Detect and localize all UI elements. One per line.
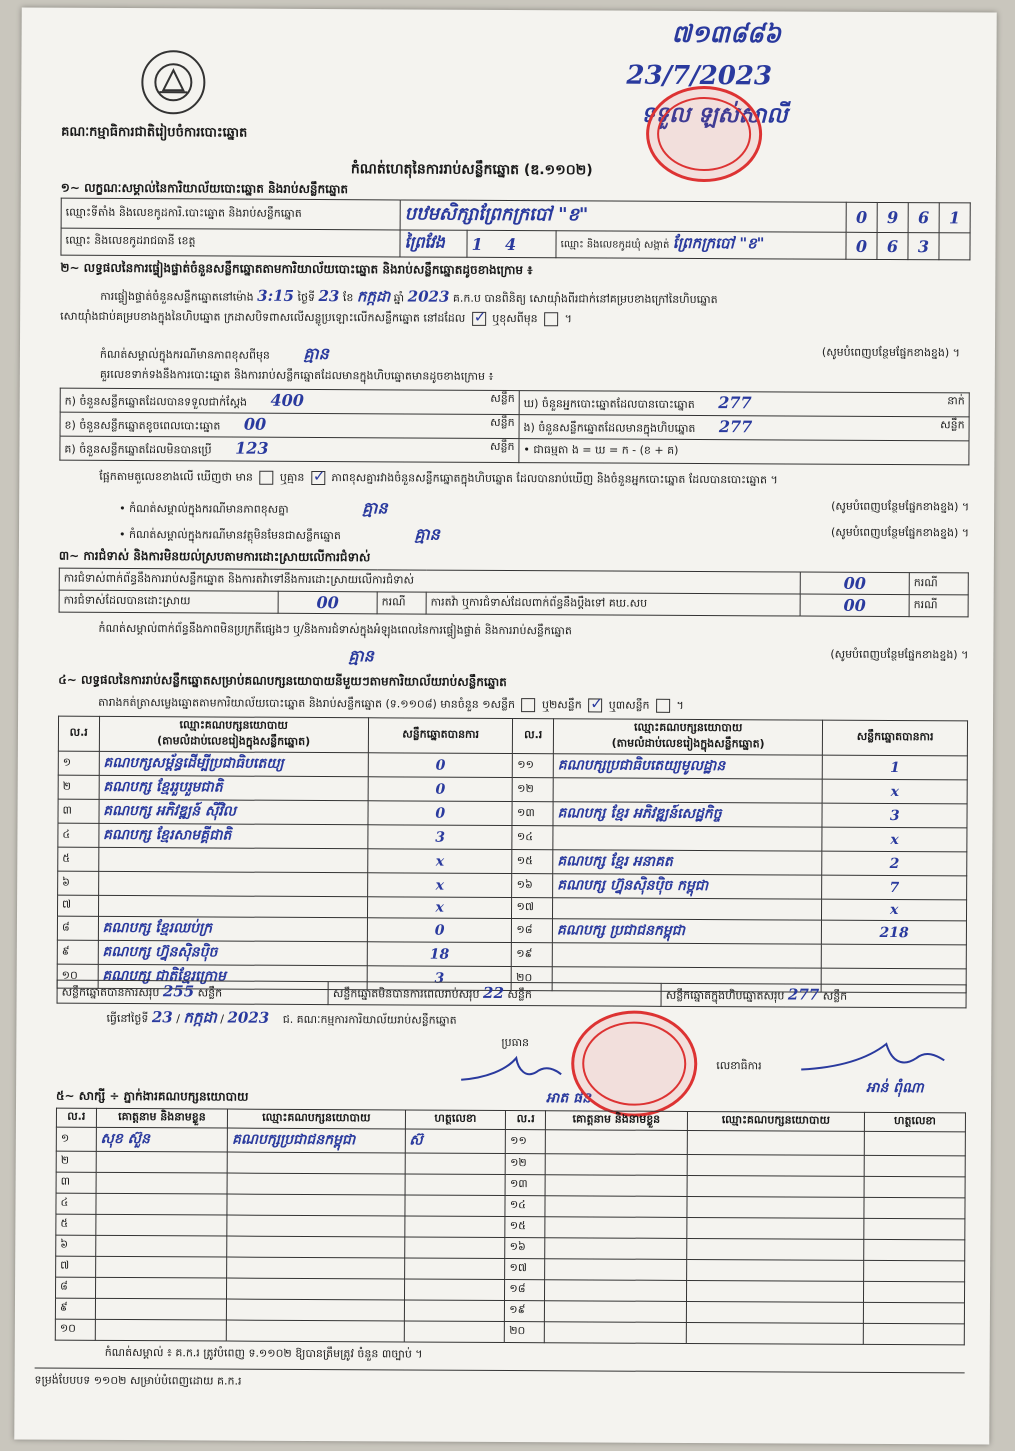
signing-day: 23 <box>151 1008 173 1027</box>
witness-row <box>55 1319 964 1345</box>
fill-hint: (សូមបំពេញបន្ថែមផ្នែកខាងខ្នង) ។ <box>831 499 970 514</box>
witness-col-name: គោត្តនាម និងនាមខ្លួន <box>545 1111 687 1131</box>
commune-code-digit: 0 <box>846 232 877 259</box>
objection-r2b-label: ការតវ៉ា ឬការជំទាស់ដែលពាក់ព័ន្ធនឹងប្តឹងទៅ គឃ.សប <box>426 592 800 616</box>
result-no: ១ <box>58 751 99 775</box>
result-party <box>98 895 367 917</box>
form-footer: ទម្រង់បែបបទ ១១០២ សម្រាប់បំពេញដោយ គ.ក.រ <box>34 1373 242 1388</box>
result-party <box>98 871 367 896</box>
province-code-digit: 1 <box>471 234 483 254</box>
witness-name <box>95 1319 227 1341</box>
result-no: ១០ <box>57 964 98 988</box>
result-no: ៧ <box>57 895 98 916</box>
verification-line2-text: សោយ៉ាំងជាប់គម្របខាងក្នុងនៃហិបឆ្នោត ក្រដាសបិទពាសលើសន្លូប្រឡោះលើកសន្លឹកឆ្នោត នៅដដែល <box>60 309 466 325</box>
result-votes: 3 <box>822 803 967 828</box>
result-party <box>553 826 822 851</box>
result-party: គណបក្សប្រជាធិបតេយ្យមូលដ្ឋាន <box>553 754 822 779</box>
sheet-1-checkbox[interactable] <box>521 698 535 712</box>
witness-sign <box>864 1281 965 1303</box>
province-label: ឈ្មោះ និងលេខកូដរាជធានី ខេត្ត <box>61 228 400 257</box>
witness-col-party: ឈ្មោះគណបក្សនយោបាយ <box>228 1109 405 1129</box>
result-no: ៣ <box>58 799 99 823</box>
signing-date-line: ធ្វើនៅថ្ងៃទី 23 / កក្កដា / 2023 ជ. គណៈកម្មការការិយាល័យរាប់សន្លឹកឆ្នោត <box>106 1008 457 1027</box>
result-party: គណបក្សសម្ព័ន្ធដើម្បីប្រជាធិបតេយ្យ <box>99 751 368 776</box>
witness-col-name: គោត្តនាម និងនាមខ្លួន <box>96 1108 228 1128</box>
result-no: ៦ <box>58 871 99 895</box>
witness-party <box>227 1215 404 1237</box>
count-k-cell <box>60 388 519 414</box>
fill-hint: (សូមបំពេញបន្ថែមផ្នែកខាងខ្នង) ។ <box>821 345 960 360</box>
result-party <box>553 778 822 803</box>
sheet-2-label: ឬ២សន្លឹក <box>541 698 582 712</box>
witness-name <box>95 1256 227 1278</box>
result-no: ១៧ <box>512 898 553 919</box>
witness-sign: ស៊ <box>405 1129 506 1154</box>
count-ng-cell <box>519 415 969 441</box>
signing-month: កក្កដា <box>183 1008 217 1027</box>
objection-r2b-value: 00 <box>800 594 909 617</box>
section3-note-value: គ្មាន <box>348 646 374 666</box>
witness-party <box>227 1152 404 1174</box>
witness-name <box>545 1196 687 1218</box>
result-votes: x <box>367 897 512 919</box>
station-code-digit: 6 <box>908 203 939 233</box>
result-votes: x <box>822 779 967 804</box>
station-code-digit: 0 <box>846 202 877 232</box>
count-ng-label: ង) ចំនួនសន្លឹកឆ្នោតដែលមានក្នុងហិបឆ្នោត <box>523 421 696 435</box>
witness-no: ១៧ <box>505 1259 545 1280</box>
total-invalid-cell <box>328 982 661 1007</box>
result-votes: x <box>368 849 513 874</box>
fill-hint: (សូមបំពេញបន្ថែមផ្នែកខាងខ្នង) ។ <box>830 525 970 540</box>
count-kh-label: ខ) ចំនួនសន្លឹកឆ្នោតខូចពេលបោះឆ្នោត <box>64 418 221 433</box>
changed-label: ឬខុសពីមុន <box>492 311 538 326</box>
objection-r1-label: ការជំទាស់ពាក់ព័ន្ធនឹងការរាប់សន្លឹកឆ្នោត និងការតវ៉ាទៅនឹងការដោះស្រាយលើការជំទាស់ <box>59 568 800 594</box>
totals-table <box>57 980 967 1009</box>
result-votes: 2 <box>822 851 967 876</box>
result-no: ១៣ <box>512 802 553 826</box>
count-k-value: 400 <box>270 390 305 410</box>
witness-party <box>227 1194 404 1216</box>
note2-value: គ្មាន <box>362 498 388 518</box>
witness-no: ១៤ <box>505 1196 545 1217</box>
witness-no: ១៥ <box>505 1217 545 1238</box>
witness-sign <box>404 1300 505 1322</box>
witness-no: ១១ <box>506 1130 546 1154</box>
witness-no: ៩ <box>55 1298 95 1319</box>
commune-label: ឈ្មោះ និងលេខកូដឃុំ សង្កាត់ <box>560 239 670 251</box>
witness-party <box>686 1322 863 1344</box>
count-ng-value: 277 <box>718 417 753 437</box>
witness-party <box>686 1280 863 1302</box>
witness-sign <box>864 1155 965 1177</box>
witness-col-no: ល.រ <box>506 1111 546 1130</box>
witness-name <box>545 1154 687 1176</box>
result-party: គណបក្ស ជាតិខ្មែរក្រោម <box>98 964 367 989</box>
col-party-label: ឈ្មោះគណបក្សនយោបាយ <box>634 720 743 735</box>
col-no: ល.រ <box>58 716 99 751</box>
witness-sign <box>404 1279 505 1301</box>
section2-intro: គួរលេខទាក់ទងនឹងការបោះឆ្នោត និងការរាប់សន្លឹកឆ្នោតដែលមានក្នុងហិបឆ្នោតមានដូចខាងក្រោម ៖ <box>99 367 494 383</box>
section1-title: ១~ លក្ខណៈសម្គាល់នៃការិយាល័យបោះឆ្នោត និងរាប់សន្លឹកឆ្នោត <box>60 180 349 197</box>
verification-day: 23 <box>318 287 340 306</box>
col-party-sub: (តាមលំដាប់លេខរៀងក្នុងសន្លឹកឆ្នោត) <box>611 736 765 751</box>
note2-line <box>119 496 969 524</box>
witness-sign <box>405 1174 506 1196</box>
total-box-label: សន្លឹកឆ្នោតក្នុងហិបឆ្នោតសរុប <box>665 988 785 1003</box>
witness-party <box>227 1236 404 1258</box>
day-label: ថ្ងៃទី <box>297 290 316 304</box>
section5-title: ៥~ សាក្សី ÷ ភ្នាក់ងារគណបក្សនយោបាយ <box>56 1088 249 1104</box>
witness-no: ៤ <box>56 1193 96 1214</box>
note3-label: • កំណត់សម្គាល់ក្នុងករណីមានវត្ថុមិនមែនជាសន្លឹកឆ្នោត <box>118 527 341 543</box>
total-invalid-label: សន្លឹកឆ្នោតមិនបានការពេលរាប់សរុប <box>332 987 480 1001</box>
total-valid-value: 255 <box>162 982 195 1001</box>
result-party: គណបក្ស ខ្មែរសាមគ្គីជាតិ <box>98 823 367 848</box>
result-votes: 3 <box>368 825 513 850</box>
witness-no: ១ <box>56 1127 96 1151</box>
witness-party <box>686 1259 863 1281</box>
result-votes: x <box>822 899 967 921</box>
note3-line <box>119 522 969 550</box>
secretary-name: អាន់ ពុំណា <box>866 1079 924 1097</box>
col-party-sub: (តាមលំដាប់លេខរៀងក្នុងសន្លឹកឆ្នោត) <box>157 734 311 748</box>
witness-sign <box>404 1321 505 1343</box>
result-no: ១៤ <box>512 826 553 850</box>
result-votes: 0 <box>368 801 513 826</box>
result-no: ៤ <box>58 823 99 847</box>
total-box-value: 277 <box>787 985 820 1004</box>
count-kh-value: 00 <box>243 414 267 434</box>
commune-code-digit: 6 <box>877 232 908 259</box>
verification-time: 3:15 <box>257 286 295 305</box>
province-code <box>467 230 556 257</box>
witness-sign <box>404 1195 505 1217</box>
witness-name <box>545 1238 687 1260</box>
result-votes: 0 <box>368 777 513 802</box>
witness-sign <box>404 1258 505 1280</box>
sheet-count-line: តារាងកត់ត្រាសម្លេងឆ្នោតតាមការិយាល័យបោះឆ្នោត និងរាប់សន្លឹកឆ្នោត (ទ.១១០៨) មានចំនួន ១សន្លឹក ឬ២សន្លឹក ✓ ឬ៣សន្លឹក ។ <box>98 696 684 715</box>
unchanged-checkbox[interactable] <box>472 312 486 326</box>
witness-name <box>545 1130 687 1155</box>
result-votes: 0 <box>367 918 512 943</box>
results-table <box>57 716 968 994</box>
result-votes: 1 <box>823 755 968 780</box>
province-code-digit: 4 <box>505 234 517 254</box>
witness-name <box>545 1217 687 1239</box>
difference-no-checkbox[interactable] <box>311 471 325 485</box>
received-note: ទទួល ឡស់សាលី <box>641 101 788 129</box>
result-party: គណបក្ស ហ្វ៊ុនស៊ិនប៉ិច <box>98 940 367 965</box>
committee-name: គណៈកម្មាធិការជាតិរៀបចំការបោះឆ្នោត <box>61 124 248 141</box>
sheet-3-checkbox[interactable] <box>656 699 670 713</box>
witness-name <box>95 1235 227 1257</box>
unit-case: ករណី <box>909 595 968 617</box>
difference-no-label: ឬគ្មាន <box>279 470 305 484</box>
witness-sign <box>864 1239 965 1261</box>
note3-value: គ្មាន <box>414 524 440 544</box>
witness-party <box>227 1299 404 1321</box>
total-box-cell <box>661 983 966 1008</box>
result-no: ១៨ <box>512 919 553 943</box>
result-votes: 7 <box>822 875 967 900</box>
witness-sign <box>404 1237 505 1259</box>
witness-no: ១២ <box>506 1154 546 1175</box>
witness-no: ៨ <box>55 1277 95 1298</box>
verification-line2: សោយ៉ាំងជាប់គម្របខាងក្នុងនៃហិបឆ្នោត ក្រដាសបិទពាសលើសន្លូប្រឡោះលើកសន្លឹកឆ្នោត នៅដដែល ✓ ឬខុសពីមុន ។ <box>60 310 970 331</box>
result-votes: 3 <box>367 966 512 991</box>
result-votes: 0 <box>368 753 513 778</box>
witness-no: ៣ <box>56 1172 96 1193</box>
witness-no: ១៦ <box>505 1238 545 1259</box>
witness-sign <box>864 1260 965 1282</box>
result-no: ២០ <box>512 967 553 991</box>
result-votes <box>822 944 967 969</box>
count-gh-label: ឃ) ចំនួនអ្នកបោះឆ្នោតដែលបានបោះឆ្នោត <box>523 397 695 411</box>
secretary-signature-icon <box>796 1030 946 1081</box>
witness-name <box>96 1214 228 1236</box>
witness-name <box>96 1172 228 1194</box>
received-code: ៧១៣៨៨៦ <box>671 18 782 49</box>
witness-party <box>686 1238 863 1260</box>
unit-ballot: សន្លឹក <box>490 415 515 430</box>
section3-note-label: កំណត់សម្គាល់ពាក់ព័ន្ធនឹងភាពមិនប្រក្រតីផ្សេងៗ ឬ/និងការជំទាស់ក្នុងអំឡុងពេលនៃការផ្ទៀងផ្ទាត់ និងការរាប់សន្លឹកឆ្នោត <box>98 621 572 638</box>
result-party <box>98 847 367 872</box>
chair-signature-icon <box>456 1050 566 1091</box>
sheet-count-label: តារាងកត់ត្រាសម្លេងឆ្នោតតាមការិយាល័យបោះឆ្នោត និងរាប់សន្លឹកឆ្នោត (ទ.១១០៨) មានចំនួន ១សន្លឹក <box>98 695 516 712</box>
committee-label: ជ. គណៈកម្មការការិយាល័យរាប់សន្លឹកឆ្នោត <box>282 1012 457 1027</box>
verification-year: 2023 <box>407 287 450 306</box>
station-name: បឋមសិក្សាព្រែកក្របៅ "ខ" <box>400 200 846 232</box>
unit-ballot: សន្លឹក <box>940 418 965 432</box>
section3-title: ៣~ ការជំទាស់ និងការមិនយល់ស្របតាមការដោះស្រាយលើការជំទាស់ <box>58 548 371 565</box>
counts-table <box>59 388 969 466</box>
witness-table <box>55 1108 966 1346</box>
result-party: គណបក្ស ហ្វ៊ុនស៊ិនប៉ិច កម្ពុជា <box>553 874 822 899</box>
result-no: ១៦ <box>512 874 553 898</box>
form-title: កំណត់ហេតុនៃការរាប់សន្លឹកឆ្នោត (ឌ.១១០២) <box>350 161 593 179</box>
note1-line <box>100 342 960 371</box>
witness-party <box>227 1278 404 1300</box>
ballot-count-report-paper <box>14 7 996 1444</box>
signing-date-label: ធ្វើនៅថ្ងៃទី <box>106 1011 149 1026</box>
witness-col-sign: ហត្ថលេខា <box>864 1112 965 1132</box>
witness-col-no: ល.រ <box>56 1108 96 1127</box>
official-stamp-bottom <box>571 1010 698 1117</box>
count-gh-cell <box>519 391 969 417</box>
witness-no: ១៨ <box>505 1280 545 1301</box>
witness-no: ២០ <box>505 1322 545 1343</box>
section3-note-line <box>58 644 968 673</box>
witness-name <box>545 1280 687 1302</box>
footer-divider <box>35 1368 965 1374</box>
witness-party <box>687 1154 864 1176</box>
witness-sign <box>864 1218 965 1240</box>
note1-label: កំណត់សម្គាល់ក្នុងករណីមានភាពខុសពីមុន <box>99 347 270 362</box>
witness-party <box>687 1130 864 1155</box>
witness-party: គណបក្សប្រជាជនកម្ពុជា <box>227 1128 404 1153</box>
section1-table <box>60 198 970 261</box>
witness-party <box>227 1257 404 1279</box>
witness-name <box>544 1322 686 1344</box>
count-g-label: គ) ចំនួនសន្លឹកឆ្នោតដែលមិនបានប្រើ <box>64 442 212 457</box>
result-no: ២ <box>58 775 99 799</box>
witness-sign <box>405 1153 506 1175</box>
verification-time-label: ការផ្ទៀងផ្ទាត់ចំនួនសន្លឹកឆ្នោតនៅម៉ោង <box>100 289 254 304</box>
result-party: គណបក្ស ខ្មែរ អភិវឌ្ឍន៍សេដ្ឋកិច្ច <box>553 802 822 827</box>
unit-ballot: សន្លឹក <box>822 989 848 1003</box>
objection-r1-value: 00 <box>800 572 909 595</box>
col-votes: សន្លឹកឆ្នោតបានការ <box>823 720 968 756</box>
witness-name <box>96 1151 228 1173</box>
secretary-label: លេខាធិការ <box>716 1059 762 1073</box>
count-gh-value: 277 <box>718 393 752 413</box>
witness-party <box>687 1175 864 1197</box>
witness-name <box>545 1259 687 1281</box>
verification-line1 <box>100 286 980 313</box>
commune-code-digit: 3 <box>908 233 939 260</box>
count-g-value: 123 <box>235 438 269 458</box>
count-k-label: ក) ចំនួនសន្លឹកឆ្នោតដែលបានទទួលជាក់ស្តែង <box>64 394 248 409</box>
commune-cell <box>556 231 846 260</box>
witness-no: ៧ <box>56 1256 96 1277</box>
result-no: ១៩ <box>512 943 553 967</box>
result-no: ១១ <box>513 754 554 778</box>
result-party <box>553 898 822 920</box>
objections-table <box>59 568 969 618</box>
total-invalid-value: 22 <box>483 983 504 1002</box>
count-g-cell <box>60 436 519 462</box>
witness-name <box>544 1301 686 1323</box>
chair-name: អាត ផន <box>546 1090 591 1107</box>
result-votes: 218 <box>822 920 967 945</box>
footnote: កំណត់សម្គាល់ ៖ គ.ក.រ ត្រូវបំពេញ ទ.១១០២ ឱ្យបានត្រឹមត្រូវ ចំនួន ៣ច្បាប់ ។ <box>104 1345 423 1361</box>
witness-name <box>545 1175 687 1197</box>
objection-r2-value: 00 <box>278 591 377 614</box>
result-no: ១២ <box>513 778 554 802</box>
witness-sign <box>863 1323 964 1345</box>
sheet-3-label: ឬ៣សន្លឹក <box>608 698 650 712</box>
witness-name <box>95 1277 227 1299</box>
note2-label: • កំណត់សម្គាល់ក្នុងករណីមានភាពខុសគ្នា <box>119 501 289 516</box>
col-party-label: ឈ្មោះគណបក្សនយោបាយ <box>179 718 288 732</box>
result-party: គណបក្ស ខ្មែររួបរួមជាតិ <box>99 775 368 800</box>
witness-col-sign: ហត្ថលេខា <box>405 1110 506 1130</box>
total-valid-cell <box>57 980 328 1004</box>
difference-post: ភាពខុសគ្នារវាងចំនួនសន្លឹកឆ្នោតក្នុងហិបឆ្នោត ដែលបានរាប់ឃើញ និងចំនួនអ្នកបោះឆ្នោត ដែលបានបោះឆ្នោត ។ <box>331 471 778 487</box>
result-no: ១៥ <box>512 850 553 874</box>
unit-ballot: សន្លឹក <box>507 988 532 1002</box>
result-party: គណបក្ស អភិវឌ្ឍន៍ ស៊ីវិល <box>99 799 368 824</box>
col-no: ល.រ <box>513 719 554 754</box>
national-election-emblem-icon <box>141 50 205 114</box>
month-label: ខែ <box>342 291 354 305</box>
station-code-digit: 1 <box>939 203 970 233</box>
unit-case: ករណី <box>377 592 426 614</box>
result-party <box>552 943 821 968</box>
witness-name <box>95 1298 227 1320</box>
witness-party <box>687 1217 864 1239</box>
received-date: 23/7/2023 <box>626 60 773 92</box>
unit-ballot: សន្លឹក <box>489 439 515 454</box>
unit-ballot: សន្លឹក <box>490 391 515 406</box>
col-party <box>553 719 823 755</box>
result-votes: x <box>368 873 513 898</box>
section4-title: ៤~ លទ្ធផលនៃការរាប់សន្លឹកឆ្នោតសម្រាប់គណបក្សនយោបាយនីមួយៗតាមការិយាល័យរាប់សន្លឹកឆ្នោត <box>58 672 507 690</box>
result-votes: 18 <box>367 942 512 967</box>
witness-col-party: ឈ្មោះគណបក្សនយោបាយ <box>687 1111 864 1131</box>
witness-no: ១៣ <box>505 1175 545 1196</box>
col-party <box>99 716 369 752</box>
official-stamp-top <box>646 86 763 183</box>
count-kh-cell <box>60 412 519 438</box>
col-votes: សន្លឹកឆ្នោតបានការ <box>368 718 513 754</box>
witness-party <box>227 1173 404 1195</box>
total-valid-label: សន្លឹកឆ្នោតបានការសរុប <box>61 985 160 1000</box>
witness-name: សុខ ស៊ួន <box>96 1127 228 1152</box>
fill-hint: (សូមបំពេញបន្ថែមផ្នែកខាងខ្នង) ។ <box>830 647 969 662</box>
witness-sign <box>863 1302 964 1324</box>
difference-line <box>99 470 979 491</box>
witness-party <box>687 1196 864 1218</box>
verification-line1-post: គ.ក.ប បានពិនិត្យ សោយ៉ាំងពីរជាក់នៅគម្របខាងក្រៅនៃហិបឆ្នោត <box>452 291 718 307</box>
section2-title: ២~ លទ្ធផលនៃការផ្ទៀងផ្ទាត់ចំនួនសន្លឹកឆ្នោតតាមការិយាល័យបោះឆ្នោត និងរាប់សន្លឹកឆ្នោតដូចខាងក្រោម ៖ <box>60 260 533 278</box>
witness-no: ៥ <box>56 1214 96 1235</box>
witness-name <box>96 1193 228 1215</box>
witness-no: ២ <box>56 1151 96 1172</box>
province-name: ព្រៃវែង <box>400 230 467 257</box>
result-votes: x <box>822 827 967 852</box>
witness-no: ១៩ <box>505 1301 545 1322</box>
result-party: គណបក្ស ប្រជាជនកម្ពុជា <box>552 919 821 944</box>
result-party: គណបក្ស ខ្មែរ អនាគត <box>553 850 822 875</box>
year-label: ឆ្នាំ <box>393 291 405 305</box>
result-no: ៥ <box>58 847 99 871</box>
unit-case: ករណី <box>909 573 968 595</box>
witness-sign <box>864 1131 965 1156</box>
result-no: ៩ <box>57 940 98 964</box>
note1-value: គ្មាន <box>303 343 329 364</box>
witness-sign <box>864 1197 965 1219</box>
witness-no: ១០ <box>55 1319 95 1340</box>
chair-label: ប្រធាន <box>501 1035 530 1050</box>
empty-cell <box>939 233 970 260</box>
result-no: ៨ <box>57 916 98 940</box>
signing-year: 2023 <box>227 1008 270 1027</box>
witness-party <box>686 1301 863 1323</box>
changed-checkbox[interactable] <box>544 312 558 326</box>
formula-cell: • ជាធម្មតា ង = ឃ = ក - (ខ + គ) <box>519 439 969 465</box>
unit-person: នាក់ <box>947 394 965 408</box>
witness-sign <box>404 1216 505 1238</box>
sheet-2-checkbox[interactable] <box>588 698 602 712</box>
witness-sign <box>864 1176 965 1198</box>
witness-no: ៦ <box>56 1235 96 1256</box>
station-label: ឈ្មោះទីតាំង និងលេខកូដការិ.បោះឆ្នោត និងរាប់សន្លឹកឆ្នោត <box>61 198 400 230</box>
witness-party <box>226 1320 403 1342</box>
difference-yes-checkbox[interactable] <box>259 471 273 485</box>
commune-name: ព្រែកក្របៅ "ខ" <box>672 233 765 253</box>
result-party: គណបក្ស ខ្មែរឈប់ក្រ <box>98 916 367 941</box>
verification-month: កក្កដា <box>356 287 391 306</box>
difference-label: ផ្អែកតាមតួលេខខាងលើ ឃើញថា មាន <box>99 469 253 484</box>
station-code-digit: 9 <box>877 202 908 232</box>
objection-r2-label: ការជំទាស់ដែលបានដោះស្រាយ <box>59 590 278 613</box>
unit-ballot: សន្លឹក <box>197 986 223 1000</box>
